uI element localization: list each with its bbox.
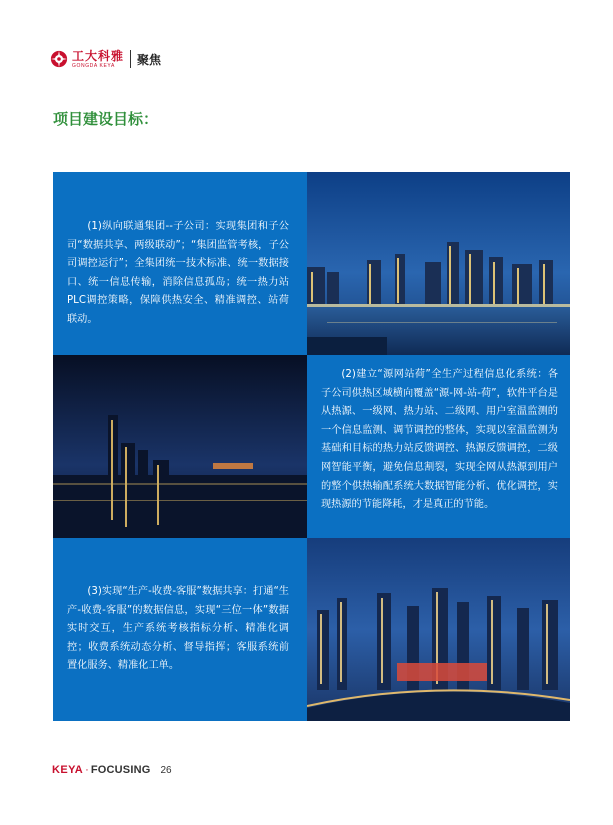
goal-text-3: (3)实现“生产-收费-客服”数据共享：打通“生产-收费-客服”的数据信息，实现“三位一体”数据实时交互，生产系统考核指标分析、精准化调控；收费系统动态分析、督导指挥；客服系统前置化服务、精准化工单。 xyxy=(67,586,289,672)
city-photo-3 xyxy=(307,538,570,721)
city-photo-1 xyxy=(307,172,570,355)
goal-text-2: (2)建立“源网站荷”全生产过程信息化系统：各子公司供热区域横向覆盖“源-网-站-荷”，软件平台是从热源、一级网、热力站、二级网、用户室温监测的一个信息监测、调节调控的整体，实现以室温监测为基础和目标的热力站反馈调控、热源反馈调控，二级网智能平衡，避免信息割裂，实现全网从热源到用户的整个供热输配系统大数据智能分析、优化调控，实现热源的节能降耗，才是真正的节能。 xyxy=(321,369,558,511)
footer-brand: KEYA xyxy=(52,764,84,776)
goal-block-1 xyxy=(53,172,307,355)
brand-logo xyxy=(72,50,124,69)
goal-block-3 xyxy=(53,538,307,721)
page-number: 26 xyxy=(160,765,172,776)
goal-block-2 xyxy=(307,355,570,538)
section-title: 项目建设目标： xyxy=(53,110,159,128)
brand-name-en: GONGDA KEYA xyxy=(72,62,115,69)
city-photo-2 xyxy=(53,355,307,538)
page-footer xyxy=(52,764,172,776)
header-section-label: 聚焦 xyxy=(137,52,162,67)
page-header xyxy=(50,47,161,71)
header-divider xyxy=(130,50,131,68)
footer-separator: · xyxy=(85,764,89,776)
goal-text-1: (1)纵向联通集团--子公司：实现集团和子公司“数据共享、两级联动”；“集团监管考核，子公司调控运行”；全集团统一技术标准、统一数据接口、统一信息传输，消除信息孤岛；统一热力站PLC调控策略，保障供热安全、精准调控、站荷联动。 xyxy=(67,221,289,325)
footer-section: FOCUSING xyxy=(90,764,151,776)
goals-grid xyxy=(53,172,570,721)
keya-logo-icon xyxy=(50,50,68,68)
brand-name-cn: 工大科雅 xyxy=(72,48,125,63)
